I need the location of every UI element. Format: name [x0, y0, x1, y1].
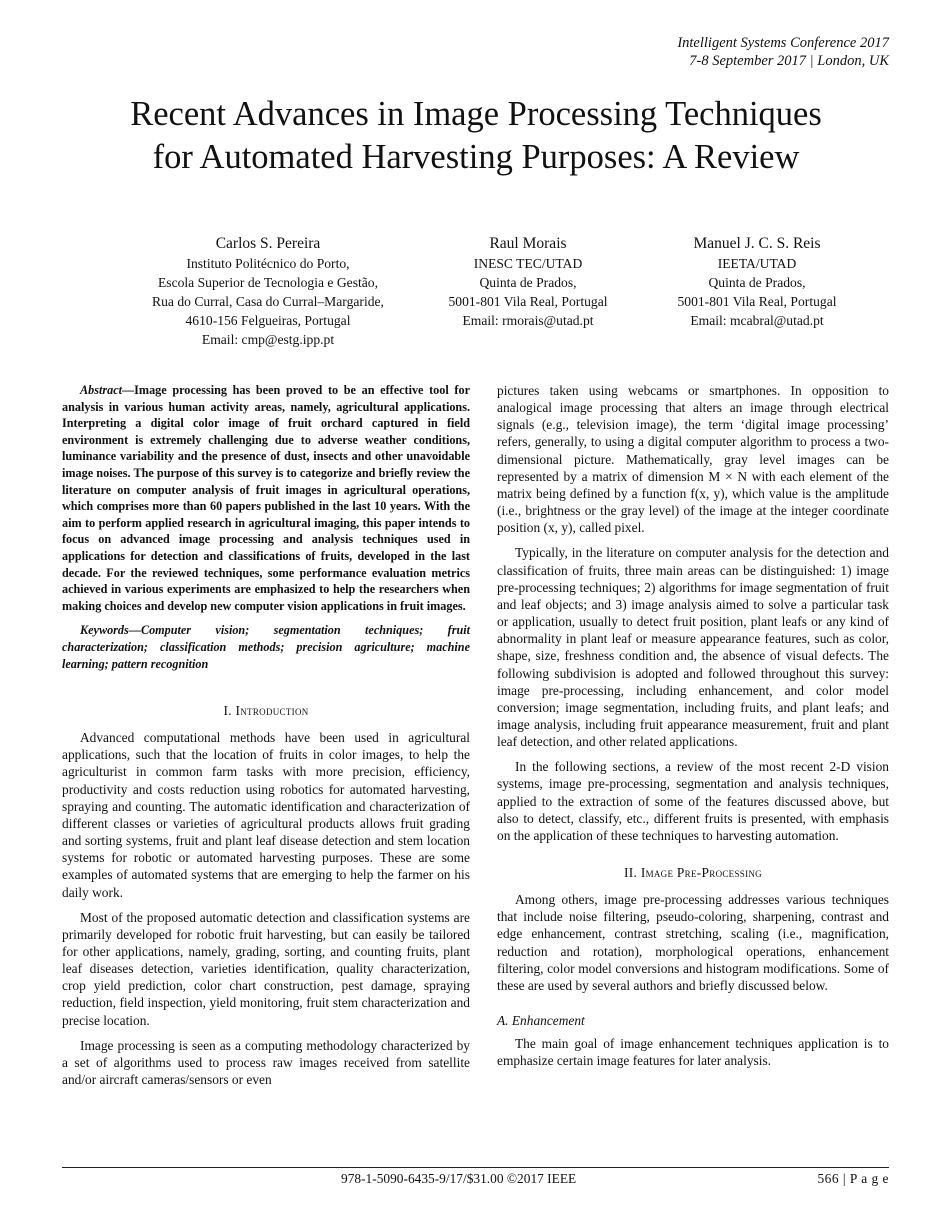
conference-header	[677, 34, 889, 70]
subsection-heading-enhancement: A. Enhancement	[497, 1013, 585, 1028]
footer-copyright: 978-1-5090-6435-9/17/$31.00 ©2017 IEEE	[341, 1171, 577, 1186]
conference-name: Intelligent Systems Conference 2017	[677, 35, 889, 51]
left-column	[62, 382, 470, 1088]
paragraph: The main goal of image enhancement techniques application is to emphasize certain image features for later analysis.	[497, 1036, 889, 1069]
paragraph: Most of the proposed automatic detection and classification systems are primarily developed for robotic fruit harvesting, but can easily be tailored for other applications, namely, grading, sorting, and counting fruits, plant leaf diseases detection, varieties identification, quality characterization, crop yield prediction, color chart construction, pest damage, spraying reduction, field inspection, yield monitoring, fruit stem characterization and precise location.	[62, 909, 470, 1028]
affiliation-line: Instituto Politécnico do Porto,	[186, 256, 350, 271]
author-name: Manuel J. C. S. Reis	[693, 235, 821, 252]
affiliation-line: INESC TEC/UTAD	[473, 256, 583, 271]
author-email: Email: cmp@estg.ipp.pt	[201, 332, 335, 347]
paragraph: Advanced computational methods have been used in agricultural applications, such that the location of fruits in color images, to help the agriculturist in common farm tasks with more precision, efficiency, productivity and costs reduction using robotics for automated harvesting, spraying and counting. The automatic identification and characterization of different classes or varieties of agricultural products allows fruit grading and sorting systems, fruit and plant leaf disease detection and stem location systems for robotic or automated harvesting purposes. These are some examples of automated systems that are emerging to help the farmer on his daily work.	[62, 730, 470, 900]
abstract-text: Image processing has been proved to be an effective tool for analysis in various human activity areas, namely, agricultural applications. Interpreting a digital color image of fruit orchard captured in field environment is extremely challenging due to adverse weather conditions, luminance variability and the presence of dust, insects and other unavoidable image noises. The purpose of this survey is to categorize and briefly review the literature on computer analysis of fruit images in agricultural operations, which comprises more than 60 papers published in the last 10 years. With the aim to perform applied research in agricultural imaging, this paper intends to focus on advanced image processing and analysis techniques used in applications for detection and classifications of fruits, developed in the last decade. For the reviewed techniques, some performance evaluation metrics achieved in various experiments are emphasized to help the researchers when making choices and develop new computer vision applications in fruit images.	[62, 383, 470, 613]
title-line-2: for Automated Harvesting Purposes: A Review	[152, 138, 800, 176]
section-heading-image-pre-processing: II. Image Pre-Processing	[624, 865, 762, 881]
paragraph: Among others, image pre-processing addresses various techniques that include noise filtering, pseudo-coloring, sharpening, contrast and edge enhancement, contrast stretching, scaling (i.e., magnification, reduction and rotation), morphological operations, enhancement filtering, color model conversions and histogram modifications. Some of these are used by several authors and briefly discussed below.	[497, 892, 889, 993]
affiliation-line: Escola Superior de Tecnologia e Gestão,	[157, 275, 378, 290]
paragraph: pictures taken using webcams or smartphones. In opposition to analogical image processing that alters an image through electrical signals (e.g., television image), the term ‘digital image processing’ refers, generally, to using a digital computer algorithm to process a two-dimensional picture. Mathematically, gray level images can be represented by a matrix of dimension M × N with each element of the matrix being defined by a function f(x, y), which value is the amplitude (i.e., brightness or the gray level) of the image at the integer coordinate position (x, y), called pixel.	[497, 383, 889, 536]
affiliation-line: Quinta de Prados,	[708, 275, 806, 290]
conference-date-location: 7-8 September 2017 | London, UK	[689, 53, 889, 69]
author-block-1	[118, 234, 418, 349]
author-block-2	[418, 234, 638, 330]
paragraph: Typically, in the literature on computer analysis for the detection and classification of fruits, three main areas can be distinguished: 1) image pre-processing techniques; 2) algorithms for image segmentation of fruit and leaf objects; and 3) image analysis aimed to solve a particular task or application, usually to detect fruit position, plant leafs or any kind of abnormality in plant leaf or measure appearance features, such as color, shape, size, freshness condition and, the absence of visual defects. The following subdivision is adopted and followed throughout this survey: image pre-processing, including enhancement, and color model conversion; image segmentation, including fruits, and plant leafs; and image analysis, including fruit appearance measurement, fruit and plant leaf detection, and other related applications.	[497, 545, 889, 750]
affiliation-line: Rua do Curral, Casa do Curral–Margaride,	[152, 294, 384, 309]
paper-title	[40, 93, 912, 179]
affiliation-line: 4610-156 Felgueiras, Portugal	[185, 313, 351, 328]
keywords-text: Computer vision; segmentation techniques; fruit characterization; classification methods; precision agriculture; machine learning; pattern recognition	[62, 623, 470, 671]
keywords-label: Keywords—	[80, 623, 141, 638]
footer-divider	[62, 1167, 889, 1168]
author-block-3	[647, 234, 867, 330]
paragraph: Image processing is seen as a computing methodology characterized by a set of algorithms used to process raw images received from satellite and/or aircraft cameras/sensors or even	[62, 1037, 470, 1088]
footer-page-number: 566 | P a g e	[817, 1171, 889, 1186]
author-email: Email: rmorais@utad.pt	[462, 313, 594, 328]
affiliation-line: 5001-801 Vila Real, Portugal	[448, 294, 608, 309]
paragraph: In the following sections, a review of the most recent 2-D vision systems, image pre-processing, segmentation and analysis techniques, applied to the extraction of some of the features discussed above, but also to detect, classify, etc., different fruits is presented, with emphasis on the application of these techniques to harvesting automation.	[497, 759, 889, 843]
keywords	[62, 622, 470, 672]
right-column	[497, 382, 889, 1077]
affiliation-line: Quinta de Prados,	[479, 275, 577, 290]
author-email: Email: mcabral@utad.pt	[690, 313, 824, 328]
affiliation-line: 5001-801 Vila Real, Portugal	[677, 294, 837, 309]
section-heading-introduction: I. Introduction	[223, 703, 309, 719]
title-line-1: Recent Advances in Image Processing Techniques	[130, 95, 822, 133]
affiliation-line: IEETA/UTAD	[717, 256, 797, 271]
abstract	[62, 382, 470, 614]
author-name: Carlos S. Pereira	[215, 235, 321, 252]
abstract-label: Abstract—	[80, 383, 135, 397]
author-name: Raul Morais	[489, 235, 567, 252]
